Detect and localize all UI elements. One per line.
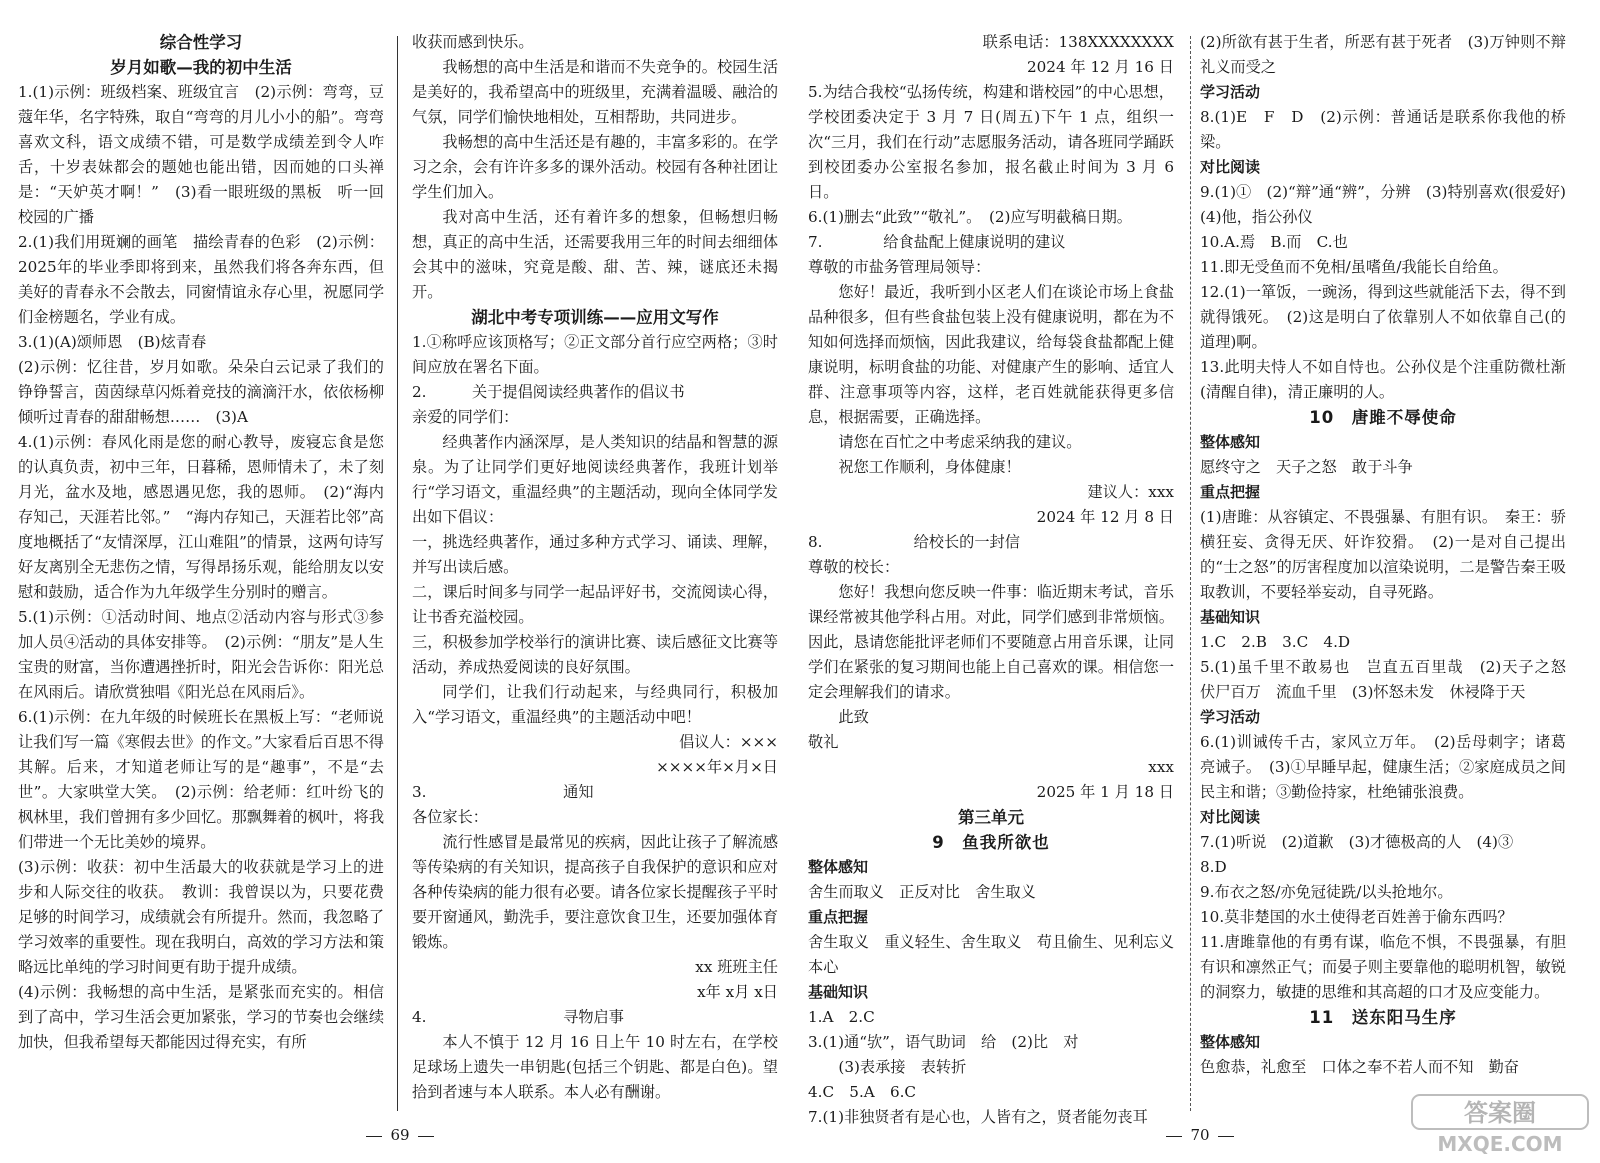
left-page-column-2 — [412, 30, 794, 1110]
section-heading: 整体感知 — [1200, 1033, 1261, 1051]
watermark-title: 答案圈 — [1464, 1099, 1536, 1127]
text-paragraph: 色愈恭，礼愈至 口体之奉不若人而不知 勤奋 — [1200, 1058, 1519, 1076]
section-heading: 学习活动 — [1200, 83, 1261, 101]
text-paragraph: 7.(1)听说 (2)道歉 (3)才德极高的人 (4)③ — [1200, 833, 1514, 851]
text-paragraph: (1)唐雎：从容镇定、不畏强暴、有胆有识。 秦王：骄横狂妄、贪得无厌、奸诈狡猾。 (2)一是对自己提出的“士之怒”的厉害程度加以渲染说明，二是警告秦王吸取教训，不要轻举妄动，自寻死路。 — [1200, 508, 1566, 601]
right-page-column-1 — [808, 30, 1190, 1126]
text-paragraph: 我对高中生活，还有着许多的想象，但畅想归畅想，真正的高中生活，还需要我用三年的时间去细细体会其中的滋味，究竟是酸、甜、苦、辣，谜底还未揭开。 — [412, 208, 778, 301]
text-paragraph: 8. 给校长的一封信 — [808, 533, 1020, 551]
section-heading: 基础知识 — [808, 983, 869, 1001]
watermark-logo — [1410, 1093, 1590, 1155]
text-paragraph: 6.(1)训诫传千古，家风立万年。 (2)岳母刺字；诸葛亮诫子。 (3)①早睡早起，健康生活；②家庭成员之间民主和谐；③勤俭持家，杜绝铺张浪费。 — [1200, 733, 1566, 801]
right-page — [800, 0, 1600, 1163]
text-paragraph: 7. 给食盐配上健康说明的建议 — [808, 233, 1066, 251]
text-paragraph: 舍生而取义 正反对比 舍生取义 — [808, 883, 1036, 901]
section-heading: 11 送东阳马生序 — [1309, 1008, 1457, 1027]
text-paragraph: 一，挑选经典著作，通过多种方式学习、诵读、理解，并写出读后感。 — [412, 533, 778, 576]
page-number-right: 70 — [1100, 1126, 1300, 1144]
section-heading: 综合性学习 — [159, 33, 243, 52]
text-paragraph: 4. 寻物启事 — [412, 1008, 624, 1026]
text-paragraph: 建议人：xxx — [1087, 483, 1174, 501]
text-paragraph: 我畅想的高中生活还是有趣的，丰富多彩的。在学习之余，会有许许多多的课外活动。校园有各种社团让学生们加入。 — [412, 133, 778, 201]
text-paragraph: (2)所欲有甚于生者，所恶有甚于死者 (3)万钟则不辩礼义而受之 — [1200, 33, 1566, 76]
section-heading: 10 唐雎不辱使命 — [1309, 408, 1457, 427]
text-paragraph: 尊敬的市盐务管理局领导： — [808, 258, 991, 276]
text-paragraph: 本人不慎于 12 月 16 日上午 10 时左右，在学校足球场上遗失一串钥匙(包括三个钥匙、都是白色)。望拾到者速与本人联系。本人必有酬谢。 — [412, 1033, 778, 1101]
text-paragraph: 5.(1)虽千里不敢易也 岂直五百里哉 (2)天子之怒 伏尸百万 流血千里 (3)怀怒未发 休祲降于天 — [1200, 658, 1582, 701]
text-paragraph: 6.(1)示例：在九年级的时候班长在黑板上写：“老师说让我们写一篇《寒假去世》的作文。”大家看后百思不得其解。后来，才知道老师让写的是“趣事”，不是“去世”。大家哄堂大笑。 (2)示例：给老师：红叶纷飞的枫林里，我们曾拥有多少回忆。那飘舞着的枫叶，将我们带进一个无比美妙的境界。 — [18, 708, 384, 851]
text-paragraph: 2.(1)我们用斑斓的画笔 描绘青春的色彩 (2)示例：2025年的毕业季即将到来，虽然我们将各奔东西，但美好的青春永不会散去，同窗情谊永存心里，祝愿同学们金榜题名，学业有成。 — [18, 233, 384, 326]
text-paragraph: ××××年×月×日 — [656, 758, 778, 776]
text-paragraph: 1.(1)示例：班级档案、班级宜言 (2)示例：弯弯，豆蔻年华，名字特殊，取自“弯弯的月儿小小的船”。弯弯喜欢文科，语文成绩不错，可是数学成绩差到令人咋舌，十岁表妹都会的题她也能出错，因而她的口头禅是：“天妒英才啊！” (3)看一眼班级的黑板 听一回校园的广播 — [18, 83, 384, 226]
text-paragraph: 请您在百忙之中考虑采纳我的建议。 — [838, 433, 1082, 451]
text-paragraph: 同学们，让我们行动起来，与经典同行，积极加入“学习语文，重温经典”的主题活动中吧！ — [412, 683, 778, 726]
section-heading: 重点把握 — [1200, 483, 1261, 501]
text-paragraph: 您好！最近，我听到小区老人们在谈论市场上食盐品种很多，但有些食盐包装上没有健康说明，都在为不知如何选择而烦恼，因此我建议，给每袋食盐都配上健康说明，标明食盐的功能、对健康产生的影响、适宜人群、注意事项等内容，这样，老百姓就能获得更多信息，根据需要，正确选择。 — [808, 283, 1174, 426]
text-paragraph: 9.(1)① (2)“辩”通“辨”，分辨 (3)特别喜欢(很爱好) (4)他，指公孙仪 — [1200, 183, 1582, 226]
text-paragraph: 1.①称呼应该顶格写；②正文部分首行应空两格；③时间应放在署名下面。 — [412, 333, 778, 376]
text-paragraph: 5.为结合我校“弘扬传统，构建和谐校园”的中心思想，学校团委决定于 3 月 7 日(周五)下午 1 点，组织一次“三月，我们在行动”志愿服务活动，请各班同学踊跃到校团委办公室报名参加，报名截止时间为 3 月 6 日。 — [808, 83, 1174, 201]
text-paragraph: 祝您工作顺利，身体健康！ — [838, 458, 1021, 476]
text-paragraph: 舍生取义 重义轻生、舍生取义 苟且偷生、见利忘义 本心 — [808, 933, 1190, 976]
text-paragraph: 8.(1)E F D (2)示例：普通话是联系你我他的桥梁。 — [1200, 108, 1566, 151]
text-paragraph: 流行性感冒是最常见的疾病，因此让孩子了解流感等传染病的有关知识，提高孩子自我保护的意识和应对各种传染病的能力很有必要。请各位家长提醒孩子平时要开窗通风，勤洗手，要注意饮食卫生，还要加强体育锻炼。 — [412, 833, 778, 951]
text-paragraph: 敬礼 — [808, 733, 839, 751]
watermark-url: MXQE.COM — [1437, 1132, 1563, 1156]
right-page-column-2 — [1200, 30, 1582, 1110]
text-paragraph: xx 班班主任 — [695, 958, 778, 976]
text-paragraph: (2)示例：忆往昔，岁月如歌。朵朵白云记录了我们的铮铮誓言，茵茵绿草闪烁着竞技的滴滴汗水，依依杨柳倾听过青春的甜甜畅想…… (3)A — [18, 358, 384, 426]
text-paragraph: 3.(1)通“欤”，语气助词 给 (2)比 对 — [808, 1033, 1079, 1051]
section-heading: 湖北中考专项训练——应用文写作 — [471, 308, 719, 327]
text-paragraph: 1.A 2.C — [808, 1008, 875, 1026]
text-paragraph: 11.唐雎靠他的有勇有谋，临危不惧，不畏强暴，有胆有识和凛然正气；而晏子则主要靠他的聪明机智，敏锐的洞察力，敏捷的思维和其高超的口才及应变能力。 — [1200, 933, 1566, 1001]
text-paragraph: xxx — [1148, 758, 1174, 776]
text-paragraph: 经典著作内涵深厚，是人类知识的结晶和智慧的源泉。为了让同学们更好地阅读经典著作，我班计划举行“学习语文，重温经典”的主题活动，现向全体同学发出如下倡议： — [412, 433, 778, 526]
text-paragraph: 3. 通知 — [412, 783, 594, 801]
text-paragraph: x年 x月 x日 — [697, 983, 778, 1001]
text-paragraph: 1.C 2.B 3.C 4.D — [1200, 633, 1351, 651]
text-paragraph: 6.(1)删去“此致”“敬礼”。 (2)应写明截稿日期。 — [808, 208, 1132, 226]
section-heading: 重点把握 — [808, 908, 869, 926]
text-paragraph: 13.此明夫恃人不如自恃也。公孙仪是个注重防微杜渐(清醒自律)，清正廉明的人。 — [1200, 358, 1566, 401]
text-paragraph: 各位家长： — [412, 808, 488, 826]
section-heading: 岁月如歌—我的初中生活 — [110, 58, 292, 77]
text-paragraph: 2. 关于提倡阅读经典著作的倡议书 — [412, 383, 685, 401]
text-paragraph: 收获而感到快乐。 — [412, 33, 534, 51]
text-paragraph: 亲爱的同学们： — [412, 408, 519, 426]
section-heading: 第三单元 — [958, 808, 1024, 827]
text-paragraph: 2024 年 12 月 8 日 — [1036, 508, 1174, 526]
text-paragraph: 5.(1)示例：①活动时间、地点②活动内容与形式③参加人员④活动的具体安排等。 (2)示例：“朋友”是人生宝贵的财富，当你遭遇挫折时，阳光会告诉你：阳光总在风雨后。请欣赏独唱《阳光总在风雨后》。 — [18, 608, 384, 701]
text-paragraph: (4)示例：我畅想的高中生活，是紧张而充实的。相信到了高中，学习生活会更加紧张，学习的节奏也会继续加快，但我希望每天都能因过得充实，有所 — [18, 983, 384, 1051]
text-paragraph: 10.莫非楚国的水土使得老百姓善于偷东西吗？ — [1200, 908, 1513, 926]
text-paragraph: 此致 — [838, 708, 869, 726]
text-paragraph: 10.A.焉 B.而 C.也 — [1200, 233, 1348, 251]
text-paragraph: (3)示例：收获：初中生活最大的收获就是学习上的进步和人际交往的收获。 教训：我曾误以为，只要花费足够的时间学习，成绩就会有所提升。然而，我忽略了学习效率的重要性。现在我明白，高效的学习方法和策略远比单纯的学习时间更有助于提升成绩。 — [18, 858, 384, 976]
text-paragraph: 8.D — [1200, 858, 1227, 876]
text-paragraph: 愿终守之 天子之怒 敢于斗争 — [1200, 458, 1413, 476]
text-paragraph: 2025 年 1 月 18 日 — [1036, 783, 1174, 801]
text-paragraph: 4.C 5.A 6.C — [808, 1083, 917, 1101]
text-paragraph: 12.(1)一箪饭，一豌汤，得到这些就能活下去，得不到就得饿死。 (2)这是明白了依靠别人不如依靠自己(的道理)啊。 — [1200, 283, 1566, 351]
text-paragraph: 7.(1)非独贤者有是心也，人皆有之，贤者能勿丧耳 — [808, 1108, 1148, 1126]
section-heading: 学习活动 — [1200, 708, 1261, 726]
text-paragraph: 您好！我想向您反映一件事：临近期末考试，音乐课经常被其他学科占用。对此，同学们感到非常烦恼。因此，恳请您能批评老师们不要随意占用音乐课，让同学们在紧张的复习期间也能上自己喜欢的课。相信您一定会理解我们的请求。 — [808, 583, 1174, 701]
section-heading: 基础知识 — [1200, 608, 1261, 626]
text-paragraph: 二，课后时间多与同学一起品评好书，交流阅读心得，让书香充溢校园。 — [412, 583, 778, 626]
text-paragraph: 我畅想的高中生活是和谐而不失竞争的。校园生活是美好的，我希望高中的班级里，充满着温暖、融洽的气氛，同学们愉快地相处，互相帮助，共同进步。 — [412, 58, 778, 126]
text-paragraph: 联系电话：138XXXXXXXX — [982, 33, 1174, 51]
text-paragraph: 尊敬的校长： — [808, 558, 900, 576]
section-heading: 对比阅读 — [1200, 808, 1261, 826]
text-paragraph: 9.布衣之怒/亦免冠徒跣/以头抢地尔。 — [1200, 883, 1453, 901]
section-heading: 整体感知 — [1200, 433, 1261, 451]
text-paragraph: 11.即无受鱼而不免相/虽嗜鱼/我能长自给鱼。 — [1200, 258, 1508, 276]
section-heading: 对比阅读 — [1200, 158, 1261, 176]
text-paragraph: 2024 年 12 月 16 日 — [1026, 58, 1174, 76]
text-paragraph: (3)表承接 表转折 — [838, 1058, 967, 1076]
text-paragraph: 4.(1)示例：春风化雨是您的耐心教导，废寝忘食是您的认真负责，初中三年，日暮稀，恩师情未了，未了刻月光，盆水及地，感恩遇见您，我的恩师。 (2)“海内存知己，天涯若比邻。” “海内存知己，天涯若比邻”高度地概括了“友情深厚，江山难阻”的情景，这两句诗写好友离别全无悲伤之情，写得昂扬乐观，能给朋友以安慰和鼓励，适合作为九年级学生分别时的赠言。 — [18, 433, 384, 601]
section-heading: 9 鱼我所欲也 — [932, 833, 1050, 852]
left-page-column-1 — [18, 30, 384, 1110]
text-paragraph: 3.(1)(A)颂师恩 (B)炫青春 — [18, 333, 207, 351]
page-number-left: 69 — [300, 1126, 500, 1144]
text-paragraph: 三，积极参加学校举行的演讲比赛、读后感征文比赛等活动，养成热爱阅读的良好氛围。 — [412, 633, 778, 676]
text-paragraph: 倡议人：××× — [679, 733, 794, 751]
column-divider — [397, 36, 398, 1111]
section-heading: 整体感知 — [808, 858, 869, 876]
column-divider — [1190, 36, 1191, 1111]
